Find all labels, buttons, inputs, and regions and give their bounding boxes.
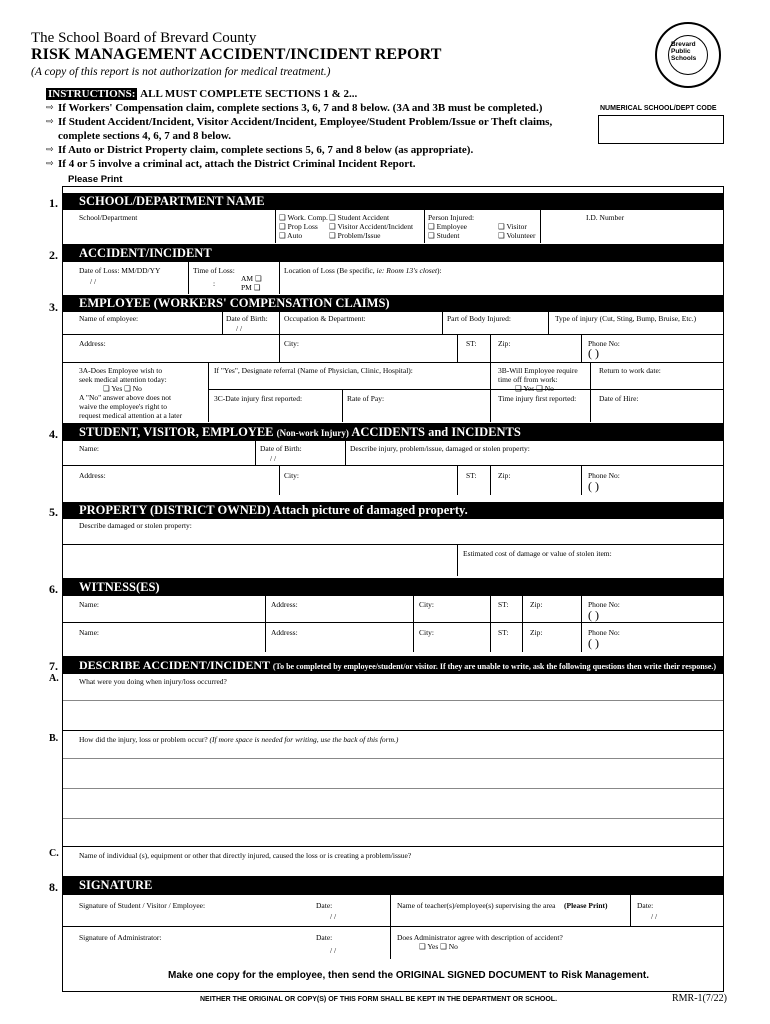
section-1-number: 1. — [49, 196, 58, 210]
rate-of-pay-field[interactable]: Rate of Pay: — [347, 394, 385, 403]
date-slashes: / / — [90, 277, 97, 286]
zip-field[interactable]: Zip: — [498, 471, 511, 480]
referral-field[interactable]: If "Yes", Designate referral (Name of Physician, Clinic, Hospital): — [214, 366, 413, 375]
section-6-header: WITNESS(ES) — [63, 578, 723, 596]
phone-field[interactable]: Phone No: — [588, 471, 620, 480]
q3b-line-2: time off from work: — [498, 375, 558, 384]
admin-agree-label: Does Administrator agree with description of accident? — [397, 933, 563, 942]
arrow-right-icon: ⇨ — [46, 103, 54, 113]
problem-issue-checkbox[interactable]: ❑ Problem/Issue — [329, 231, 381, 240]
witness-2-address-field[interactable]: Address: — [271, 628, 298, 637]
footer-instruction: Make one copy for the employee, then send the ORIGINAL SIGNED DOCUMENT to Risk Management. — [168, 970, 650, 981]
witness-2-name-field[interactable]: Name: — [79, 628, 99, 637]
arrow-right-icon: ⇨ — [46, 117, 54, 127]
instruction-line-4: ⇨ If 4 or 5 involve a criminal act, attach the District Criminal Incident Report. — [46, 158, 416, 170]
employee-address-field[interactable]: Address: — [79, 339, 106, 348]
date-slashes: / / — [330, 912, 337, 921]
time-colon: : — [213, 279, 216, 288]
q3a-yes-no-checkbox[interactable]: ❑ Yes ❑ No — [103, 384, 142, 393]
divider — [279, 312, 280, 334]
employee-state-field[interactable]: ST: — [466, 339, 477, 348]
employee-name-field[interactable]: Name of employee: — [79, 314, 139, 323]
section-5-number: 5. — [49, 505, 58, 519]
estimated-cost-field[interactable]: Estimated cost of damage or value of stolen item: — [463, 549, 612, 558]
instructions — [46, 87, 586, 171]
question-a-label: What were you doing when injury/loss occurred? — [79, 677, 227, 686]
divider — [279, 465, 280, 495]
witness-2-phone-field[interactable]: Phone No: — [588, 628, 620, 637]
section-3-header: EMPLOYEE (WORKERS' COMPENSATION CLAIMS) — [63, 295, 723, 312]
prop-loss-checkbox[interactable]: ❑ Prop Loss — [279, 222, 318, 231]
q3a-note-1: A "No" answer above does not — [79, 393, 172, 402]
witness-1-name-field[interactable]: Name: — [79, 600, 99, 609]
writing-line[interactable] — [63, 700, 723, 701]
divider — [390, 895, 391, 959]
divider — [490, 465, 491, 495]
employee-city-field[interactable]: City: — [284, 339, 300, 348]
employee-checkbox[interactable]: ❑ Employee — [428, 222, 468, 231]
form-number: RMR-1(7/22) — [672, 993, 727, 1004]
witness-2-city-field[interactable]: City: — [419, 628, 435, 637]
form-title: RISK MANAGEMENT ACCIDENT/INCIDENT REPORT — [31, 46, 442, 63]
visitor-checkbox[interactable]: ❑ Visitor — [498, 222, 527, 231]
question-b-letter: B. — [49, 733, 59, 744]
employee-phone-field[interactable]: Phone No: — [588, 339, 620, 348]
instructions-heading: INSTRUCTIONS: — [48, 88, 136, 100]
divider — [540, 210, 541, 243]
dob-slashes: / / — [270, 454, 277, 463]
instructions-heading-rest: ALL MUST COMPLETE SECTIONS 1 & 2... — [140, 88, 358, 100]
please-print-label: Please Print — [68, 174, 123, 185]
writing-line[interactable] — [63, 818, 723, 819]
divider — [279, 334, 280, 362]
instruction-line-1: ⇨ If Workers' Compensation claim, complete sections 3, 6, 7 and 8 below. (3A and 3B must be completed.) — [46, 102, 543, 114]
divider — [581, 334, 582, 362]
occupation-field[interactable]: Occupation & Department: — [284, 314, 366, 323]
teacher-name-field[interactable]: Name of teacher(s)/employee(s) supervising the area — [397, 901, 556, 910]
writing-line[interactable] — [63, 788, 723, 789]
time-of-loss-field[interactable]: Time of Loss: — [193, 266, 235, 275]
q3a-note-3: request medical attention at a later — [79, 411, 183, 420]
body-part-field[interactable]: Part of Body Injured: — [447, 314, 511, 323]
section-4-number: 4. — [49, 427, 58, 441]
witness-2-zip-field[interactable]: Zip: — [530, 628, 543, 637]
seal-logo-text: Brevard Public Schools — [671, 41, 697, 62]
section-4-header: STUDENT, VISITOR, EMPLOYEE (Non-work Injury) ACCIDENTS and INCIDENTS — [63, 423, 723, 441]
section-7-header: DESCRIBE ACCIDENT/INCIDENT (To be completed by employee/student/or visitor. If they are unable to write, ask the following questions then write their response.) — [63, 656, 723, 674]
divider — [188, 262, 189, 294]
section-7-number: 7. — [49, 659, 58, 673]
divider — [581, 596, 582, 652]
date-slashes: / / — [651, 912, 658, 921]
teacher-date-field[interactable]: Date: — [637, 901, 654, 910]
employee-zip-field[interactable]: Zip: — [498, 339, 511, 348]
divider — [581, 465, 582, 495]
witness-1-city-field[interactable]: City: — [419, 600, 435, 609]
witness-2-state-field[interactable]: ST: — [498, 628, 509, 637]
row-line — [63, 465, 723, 466]
signature-admin-field[interactable]: Signature of Administrator: — [79, 933, 162, 942]
divider — [457, 544, 458, 576]
section-2-header: ACCIDENT/INCIDENT — [63, 244, 723, 262]
witness-1-phone-field[interactable]: Phone No: — [588, 600, 620, 609]
divider — [457, 465, 458, 495]
date-of-loss-field[interactable]: Date of Loss: MM/DD/YY — [79, 266, 161, 275]
location-of-loss-field[interactable]: Location of Loss (Be specific, ie: Room 13's closet): — [284, 266, 442, 275]
person-injured-label: Person Injured: — [428, 213, 475, 222]
q3a-line-1: 3A-Does Employee wish to — [79, 366, 163, 375]
row-line — [63, 622, 723, 623]
admin-date-field[interactable]: Date: — [316, 933, 333, 942]
divider — [265, 596, 266, 652]
student-accident-checkbox[interactable]: ❑ Student Accident — [329, 213, 390, 222]
row-line — [63, 334, 723, 335]
question-b-label: How did the injury, loss or problem occur? (If more space is needed for writing, use the back of this form.) — [79, 735, 399, 744]
student-checkbox[interactable]: ❑ Student — [428, 231, 460, 240]
date-of-hire-field[interactable]: Date of Hire: — [599, 394, 639, 403]
section-8-header: SIGNATURE — [63, 876, 723, 895]
q3a-note-2: waive the employee's right to — [79, 402, 167, 411]
date-slashes: / / — [330, 946, 337, 955]
footer-retention-note: NEITHER THE ORIGINAL OR COPY(S) OF THIS FORM SHALL BE KEPT IN THE DEPARTMENT OR SCHOOL. — [200, 996, 558, 1003]
phone-area-code: ( ) — [588, 346, 599, 360]
divider — [590, 362, 591, 422]
divider — [490, 362, 491, 422]
phone-area-code: ( ) — [588, 636, 599, 650]
divider — [413, 596, 414, 652]
work-comp-checkbox[interactable]: ❑ Work. Comp. — [279, 213, 328, 222]
section-1-header: SCHOOL/DEPARTMENT NAME — [63, 193, 723, 210]
section-6-number: 6. — [49, 582, 58, 596]
divider — [342, 389, 343, 422]
q3a-line-2: seek medical attention today: — [79, 375, 167, 384]
arrow-right-icon: ⇨ — [46, 159, 54, 169]
describe-property-field[interactable]: Describe damaged or stolen property: — [79, 521, 192, 530]
id-number-field[interactable]: I.D. Number — [586, 213, 625, 222]
school-department-field[interactable]: School/Department — [79, 213, 138, 222]
dob-field[interactable]: Date of Birth: — [260, 444, 302, 453]
divider — [457, 334, 458, 362]
time-first-reported-field[interactable]: Time injury first reported: — [498, 394, 577, 403]
witness-1-state-field[interactable]: ST: — [498, 600, 509, 609]
instruction-line-3: ⇨ If Auto or District Property claim, complete sections 5, 6, 7 and 8 below (as appropriate). — [46, 144, 474, 156]
visitor-accident-checkbox[interactable]: ❑ Visitor Accident/Incident — [329, 222, 414, 231]
divider — [548, 312, 549, 334]
divider — [255, 441, 256, 465]
witness-1-address-field[interactable]: Address: — [271, 600, 298, 609]
divider — [442, 312, 443, 334]
question-a-letter: A. — [49, 673, 59, 684]
divider — [208, 362, 209, 422]
arrow-right-icon: ⇨ — [46, 145, 54, 155]
employee-dob-field[interactable]: Date of Birth: — [226, 314, 268, 323]
instruction-line-2: ⇨ If Student Accident/Incident, Visitor Accident/Incident, Employee/Student Problem/Issue or Theft claims, complete sections 4, 6, 7 and 8 below. — [46, 116, 553, 142]
divider — [222, 312, 223, 334]
describe-injury-field[interactable]: Describe injury, problem/issue, damaged or stolen property: — [350, 444, 530, 453]
injury-type-field[interactable]: Type of injury (Cut, Sting, Bump, Bruise, Etc.) — [555, 314, 697, 323]
divider — [490, 596, 491, 652]
divider — [522, 596, 523, 652]
section-2-number: 2. — [49, 248, 58, 262]
row-line — [63, 926, 723, 927]
state-field[interactable]: ST: — [466, 471, 477, 480]
am-checkbox[interactable]: AM ❑ — [241, 274, 262, 283]
row-line — [208, 389, 723, 390]
signature-student-field[interactable]: Signature of Student / Visitor / Employee: — [79, 901, 206, 910]
section-3-number: 3. — [49, 300, 58, 314]
city-field[interactable]: City: — [284, 471, 300, 480]
section-5-header: PROPERTY (DISTRICT OWNED) Attach picture of damaged property. — [63, 502, 723, 519]
divider — [490, 334, 491, 362]
row-line — [63, 846, 723, 847]
volunteer-checkbox[interactable]: ❑ Volunteer — [498, 231, 536, 240]
q3b-line-1: 3B-Will Employee require — [498, 366, 578, 375]
admin-agree-checkbox[interactable]: ❑ Yes ❑ No — [419, 942, 458, 951]
question-c-label: Name of individual (s), equipment or other that directly injured, caused the loss or is creating a problem/issue? — [79, 851, 412, 860]
divider — [424, 210, 425, 243]
phone-area-code: ( ) — [588, 608, 599, 622]
auto-checkbox[interactable]: ❑ Auto — [279, 231, 303, 240]
signature-date-field[interactable]: Date: — [316, 901, 333, 910]
dob-slashes: / / — [236, 324, 243, 333]
please-print-note: (Please Print) — [564, 901, 608, 910]
section-8-number: 8. — [49, 880, 58, 894]
name-field[interactable]: Name: — [79, 444, 99, 453]
question-c-letter: C. — [49, 848, 59, 859]
pm-checkbox[interactable]: PM ❑ — [241, 283, 261, 292]
row-line — [63, 544, 723, 545]
row-line — [63, 362, 723, 363]
witness-1-zip-field[interactable]: Zip: — [530, 600, 543, 609]
divider — [279, 262, 280, 294]
form-subtitle: (A copy of this report is not authorization for medical treatment.) — [31, 66, 331, 78]
numerical-code-field[interactable] — [598, 115, 724, 144]
divider — [345, 441, 346, 465]
divider — [630, 895, 631, 926]
row-line — [63, 730, 723, 731]
return-to-work-field[interactable]: Return to work date: — [599, 366, 661, 375]
numerical-code-label: NUMERICAL SCHOOL/DEPT CODE — [600, 105, 717, 112]
divider — [275, 210, 276, 243]
phone-area-code: ( ) — [588, 479, 599, 493]
organization-name: The School Board of Brevard County — [31, 30, 257, 46]
address-field[interactable]: Address: — [79, 471, 106, 480]
school-board-seal — [655, 22, 721, 88]
writing-line[interactable] — [63, 758, 723, 759]
date-first-reported-field[interactable]: 3C-Date injury first reported: — [214, 394, 303, 403]
